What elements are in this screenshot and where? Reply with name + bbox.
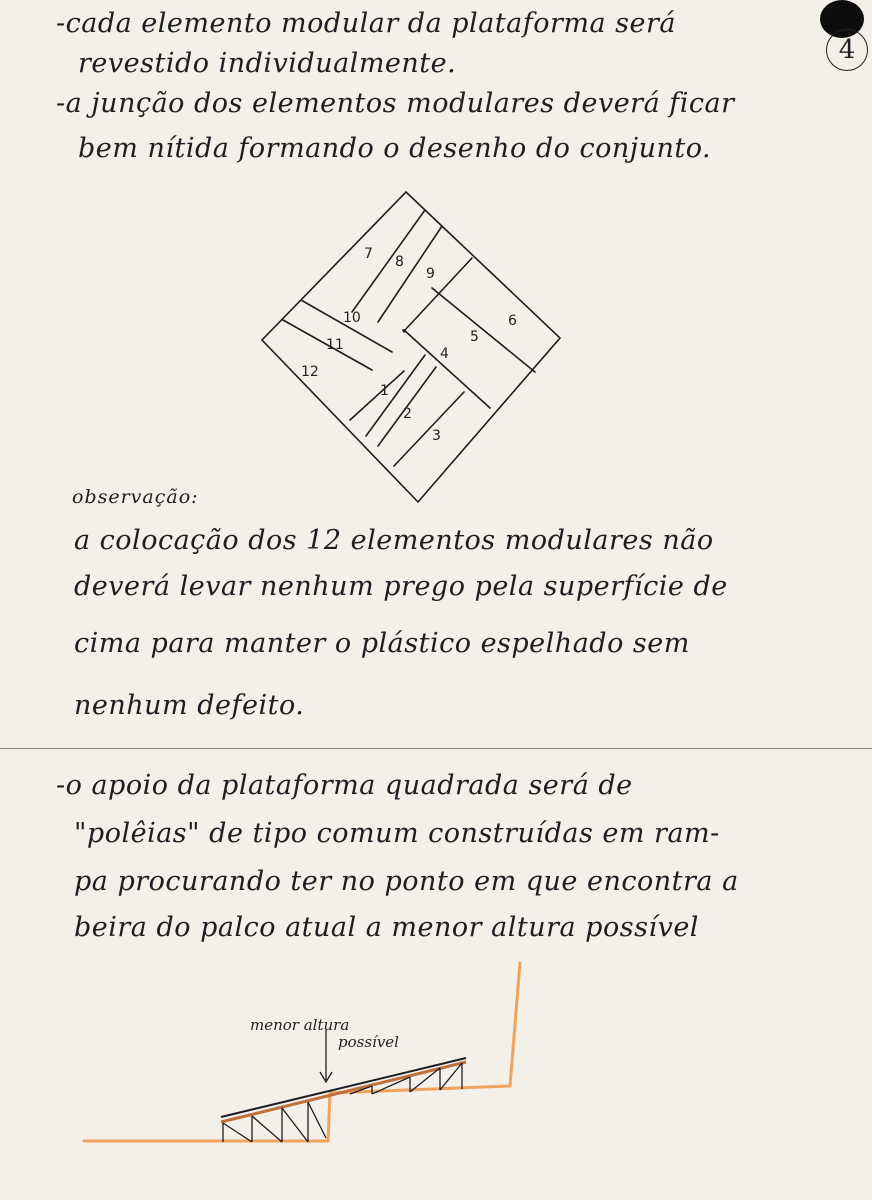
module-label-1: 1 <box>380 383 389 399</box>
text-line-3: -a junção dos elementos modulares deverá ficar <box>56 88 735 119</box>
text-line-12: pa procurando ter no ponto em que encontra a <box>74 866 739 897</box>
text-line-10: -o apoio da plataforma quadrada será de <box>56 770 633 801</box>
module-label-8: 8 <box>395 254 404 270</box>
text-line-13: beira do palco atual a menor altura possível <box>74 912 699 943</box>
module-label-10: 10 <box>343 310 361 326</box>
module-label-5: 5 <box>470 329 479 345</box>
ramp-label-line-2: possível <box>338 1033 399 1051</box>
text-line-8: cima para manter o plástico espelhado sem <box>74 628 690 659</box>
module-label-6: 6 <box>508 313 517 329</box>
text-line-2: revestido individualmente. <box>78 48 457 79</box>
module-label-7: 7 <box>364 246 373 262</box>
module-label-11: 11 <box>326 337 344 353</box>
text-line-6: a colocação dos 12 elementos modulares não <box>74 525 714 556</box>
ramp-label-line-1: menor altura <box>250 1016 350 1034</box>
module-label-4: 4 <box>440 346 449 362</box>
module-label-12: 12 <box>301 364 319 380</box>
page-number: 4 <box>826 29 868 71</box>
module-label-2: 2 <box>403 406 412 422</box>
observation-heading: observação: <box>72 486 199 508</box>
text-line-7: deverá levar nenhum prego pela superfície de <box>74 571 728 602</box>
text-line-11: "polêias" de tipo comum construídas em ram- <box>74 818 720 849</box>
module-label-9: 9 <box>426 266 435 282</box>
text-line-9: nenhum defeito. <box>74 690 305 721</box>
text-line-4: bem nítida formando o desenho do conjunto. <box>78 133 712 164</box>
ramp-diagram <box>84 963 520 1142</box>
page-fold-line <box>0 748 872 749</box>
module-label-3: 3 <box>432 428 441 444</box>
text-line-1: -cada elemento modular da plataforma será <box>56 8 677 39</box>
